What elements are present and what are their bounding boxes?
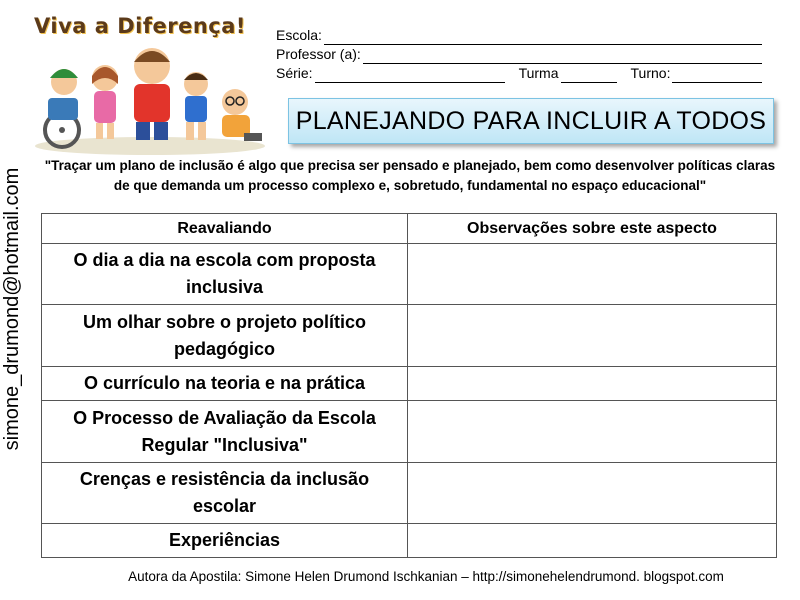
topic-line: O Processo de Avaliação da Escola [73,407,376,428]
topic-cell [42,305,408,367]
header-fields [276,26,776,83]
observation-cell[interactable] [408,463,777,524]
grade-field-row [276,64,776,83]
topic-cell [42,244,408,305]
school-label: Escola: [276,27,322,43]
school-input-line[interactable] [324,31,762,45]
inclusion-quote [40,156,780,196]
table-header-row [42,214,777,244]
topic-cell [42,401,408,463]
topic-line: Um olhar sobre o projeto político [82,311,367,332]
topic-line: Crenças e resistência da inclusão [79,469,370,489]
topic-line: Regular "Inclusiva" [141,434,308,455]
shift-label: Turno: [630,65,671,81]
quote-line-1: "Traçar um plano de inclusão é algo que precisa ser pensado e planejado, bem como desenvolver políticas claras [44,158,776,173]
teacher-input-line[interactable] [363,50,762,64]
shift-input-line[interactable] [672,69,762,83]
topic-line: O dia a dia na escola com proposta [73,250,376,270]
class-label: Turma [518,65,559,81]
table-row [42,401,777,463]
grade-input-line[interactable] [315,69,505,83]
logo-area [30,10,270,155]
table-row [42,244,777,305]
class-input-line[interactable] [561,69,617,83]
table-row [42,367,777,401]
school-field-row [276,26,776,45]
observation-cell[interactable] [408,401,777,463]
page-title: PLANEJANDO PARA INCLUIR A TODOS [288,98,774,144]
table-row [42,463,777,524]
observation-cell[interactable] [408,524,777,558]
table-row [42,305,777,367]
observation-cell[interactable] [408,305,777,367]
header-reavaliando: Reavaliando [42,214,408,244]
children-illustration [30,38,270,155]
topic-line: pedagógico [173,338,275,359]
topic-cell [42,524,408,558]
topic-line: inclusiva [185,277,264,297]
quote-line-2: de que demanda um processo complexo e, sobretudo, fundamental no espaço educacional" [113,178,707,193]
observation-cell[interactable] [408,367,777,401]
topic-line: escolar [192,496,257,516]
grade-label: Série: [276,65,313,81]
observation-cell[interactable] [408,244,777,305]
header-observacoes: Observações sobre este aspecto [408,214,777,244]
topic-cell [42,463,408,524]
topic-line: O currículo na teoria e na prática [83,373,366,393]
table-row [42,524,777,558]
teacher-label: Professor (a): [276,46,361,62]
topic-line: Experiências [168,530,281,550]
footer-author-credit: Autora da Apostila: Simone Helen Drumond Ischkanian – http://simonehelendrumond. blogspot.com [128,569,724,584]
topic-cell [42,367,408,401]
reevaluation-table [41,213,777,558]
side-email-credit: simone_drumond@hotmail.com [1,167,23,451]
logo-title: Viva a Diferença! [34,14,246,38]
teacher-field-row [276,45,776,64]
